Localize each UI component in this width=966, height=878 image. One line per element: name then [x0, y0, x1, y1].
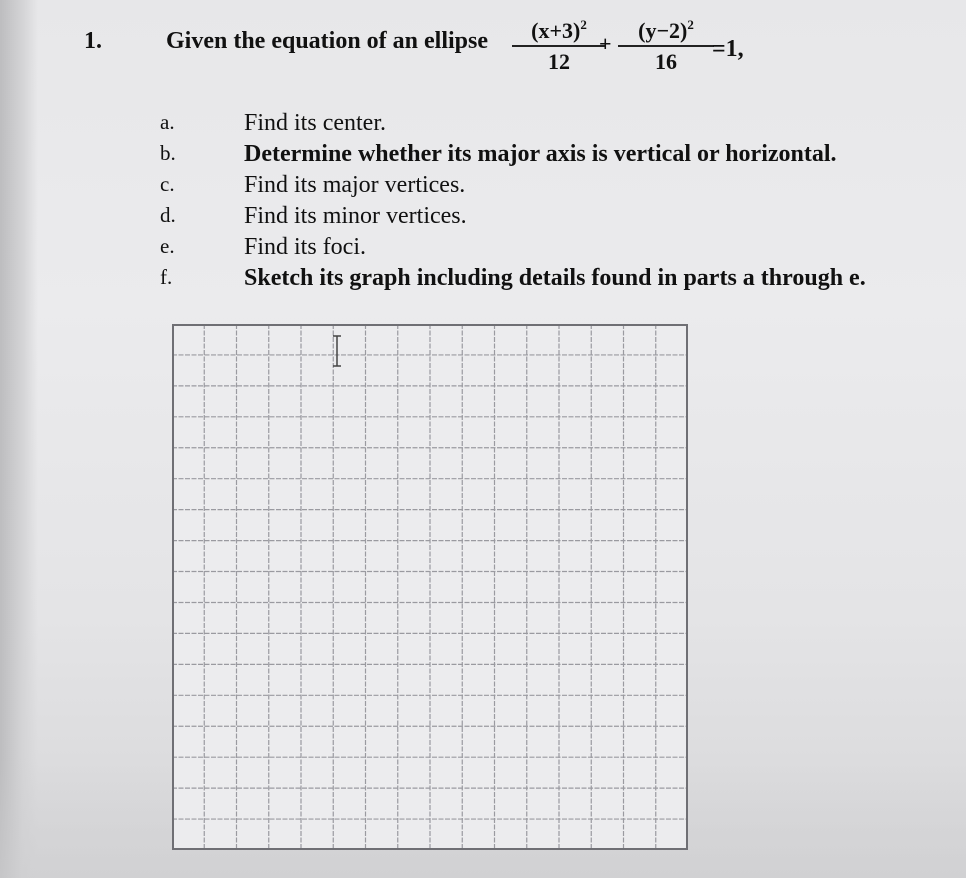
background-shadow-left [0, 0, 38, 878]
part-text: Find its foci. [244, 234, 367, 260]
term-y-denominator: 16 [655, 49, 677, 74]
part-text: Determine whether its major axis is vertical or horizontal. [244, 141, 837, 167]
part-letter: e. [160, 234, 175, 258]
term-y-numerator: $(y-2)^2$ [638, 17, 694, 43]
fraction-bar [618, 45, 714, 47]
equation-term-y [618, 18, 714, 75]
fraction-bar [512, 45, 606, 47]
question-stem: Given the equation of an ellipse [166, 28, 489, 54]
text-cursor-icon [332, 334, 342, 368]
equation-plus: + [599, 31, 612, 56]
part-letter: c. [160, 172, 175, 196]
part-letter: b. [160, 141, 176, 165]
graph-grid-svg [172, 324, 688, 850]
term-y-exponent: 2 [687, 17, 694, 32]
part-text: Sketch its graph including details found in parts a through e. [244, 265, 866, 291]
part-text: Find its minor vertices. [244, 203, 467, 229]
term-x-denominator: 12 [548, 49, 570, 74]
part-text: Find its center. [244, 110, 386, 136]
part-text: Find its major vertices. [244, 172, 466, 198]
question-number: 1. [84, 28, 102, 54]
equation-term-x [512, 18, 606, 75]
term-x-numerator: $(x+3)^2$ [531, 17, 587, 43]
part-letter: d. [160, 203, 176, 227]
graph-grid[interactable] [172, 324, 688, 850]
part-letter: f. [160, 265, 173, 289]
term-x-exponent: 2 [580, 17, 587, 32]
equation-rhs: =1, [712, 36, 744, 62]
part-letter: a. [160, 110, 175, 134]
